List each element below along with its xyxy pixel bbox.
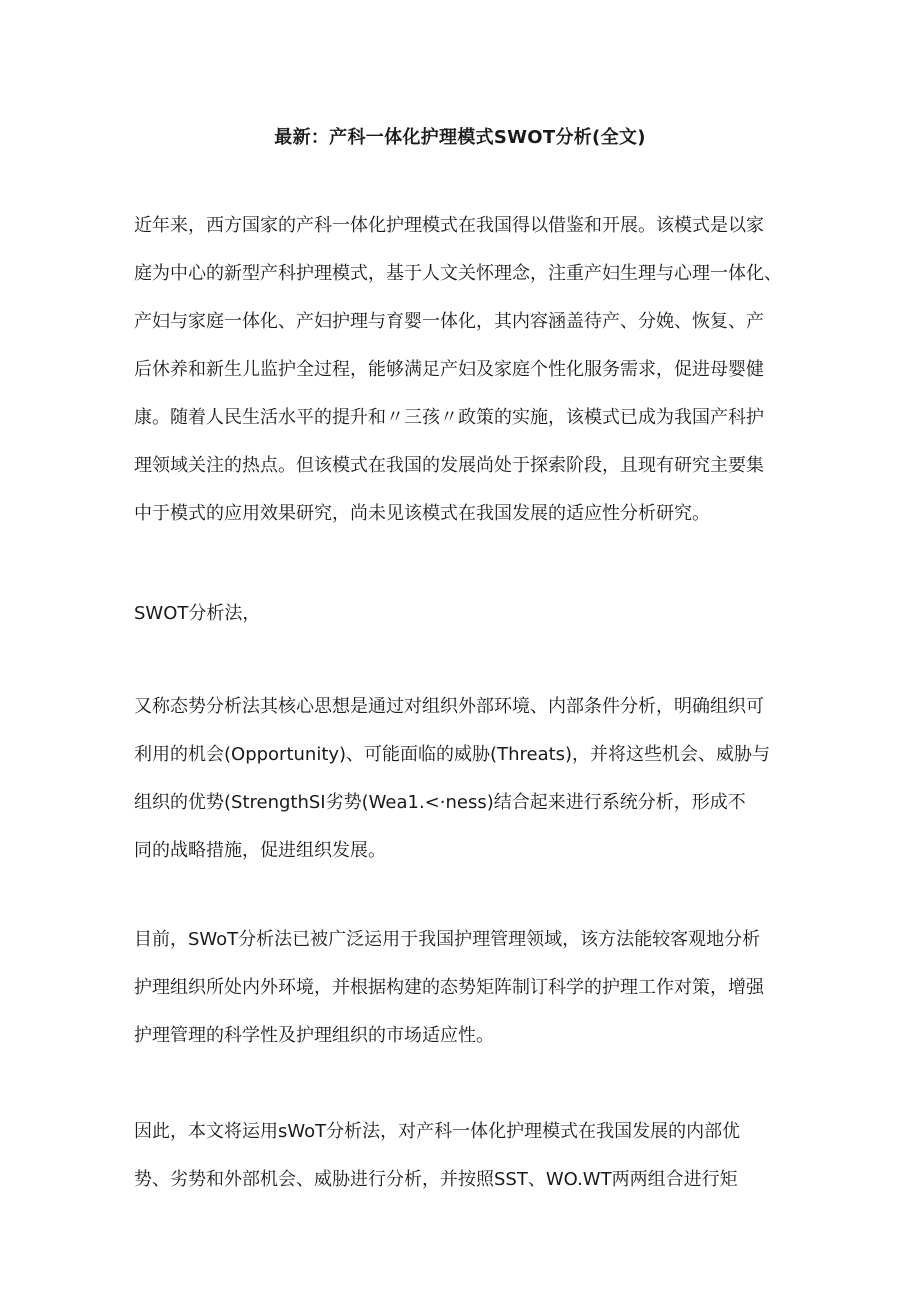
document-title: 最新：产科一体化护理模式SWOT分析(全文) [274,127,646,148]
text-line: 因此，本文将运用sWoT分析法，对产科一体化护理模式在我国发展的内部优 [134,1121,741,1142]
text-line: 庭为中心的新型产科护理模式，基于人文关怀理念，注重产妇生理与心理一体化、 [134,263,782,284]
text-line: 中于模式的应用效果研究，尚未见该模式在我国发展的适应性分析研究。 [134,503,710,524]
text-line: 护理组织所处内外环境，并根据构建的态势矩阵制订科学的护理工作对策，增强 [134,977,764,998]
text-line: 同的战略措施，促进组织发展。 [134,840,386,861]
text-line: SWOT分析法， [134,603,261,624]
text-line: 理领域关注的热点。但该模式在我国的发展尚处于探索阶段，且现有研究主要集 [134,455,764,476]
paragraph-swot-heading [134,590,794,638]
text-line: 产妇与家庭一体化、产妇护理与育婴一体化，其内容涵盖待产、分娩、恢复、产 [134,311,764,332]
paragraph-swot-application [134,916,794,1060]
text-line: 势、劣势和外部机会、威胁进行分析，并按照SST、WO.WT两两组合进行矩 [134,1169,738,1190]
text-line: 康。随着人民生活水平的提升和〃三孩〃政策的实施，该模式已成为我国产科护 [134,407,764,428]
paragraph-swot-definition [134,683,794,875]
text-line: 护理管理的科学性及护理组织的市场适应性。 [134,1025,494,1046]
paragraph-intro [134,202,794,538]
text-line: 利用的机会(Opportunity)、可能面临的威胁(Threats)，并将这些机会、威胁与 [134,744,771,765]
text-line: 又称态势分析法其核心思想是通过对组织外部环境、内部条件分析，明确组织可 [134,696,764,717]
text-line: 目前，SWoT分析法已被广泛运用于我国护理管理领域，该方法能较客观地分析 [134,929,761,950]
text-line: 近年来，西方国家的产科一体化护理模式在我国得以借鉴和开展。该模式是以家 [134,215,764,236]
paragraph-purpose [134,1108,794,1204]
text-line: 后休养和新生儿监护全过程，能够满足产妇及家庭个性化服务需求，促进母婴健 [134,359,764,380]
text-line: 组织的优势(StrengthSI劣势(Wea1.<·ness)结合起来进行系统分析，形成不 [134,792,746,813]
